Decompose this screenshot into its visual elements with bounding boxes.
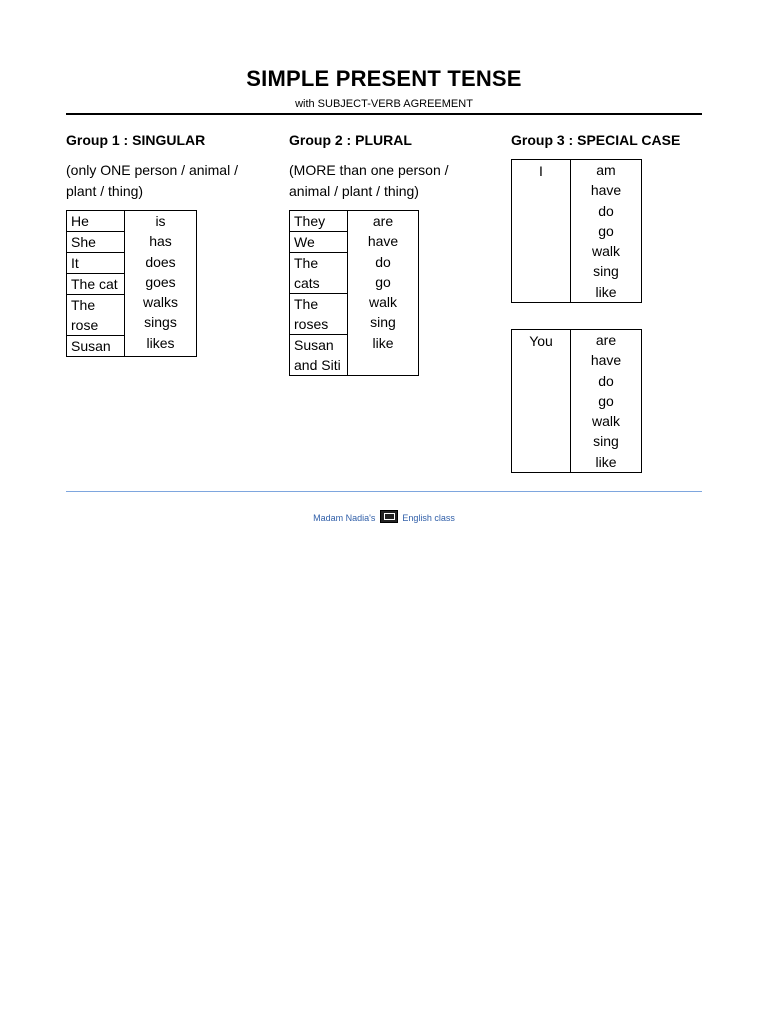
verb: does <box>145 253 176 270</box>
group3-heading: Group 3 : SPECIAL CASE <box>511 132 681 148</box>
subject-cell: The rose <box>67 295 124 336</box>
subject-cell: Susan <box>71 338 111 354</box>
footer-left-text: Madam Nadia's <box>313 513 376 523</box>
header-divider <box>66 113 702 115</box>
page-subtitle: with SUBJECT-VERB AGREEMENT <box>295 98 473 110</box>
group3-verbs <box>571 330 642 473</box>
verb: sings <box>144 314 177 331</box>
group1-verbs <box>125 211 197 357</box>
subject-cell: He <box>67 211 124 232</box>
verb: have <box>590 182 622 199</box>
verb: go <box>598 392 614 409</box>
subject-cell: It <box>67 253 124 274</box>
verb: are <box>372 213 394 229</box>
subject-cell: The cats <box>290 253 347 294</box>
footer <box>0 510 768 523</box>
tv-icon <box>380 510 398 523</box>
page-title: SIMPLE PRESENT TENSE <box>246 66 522 91</box>
subject-cell: The cat <box>67 274 124 295</box>
subject-cell: We <box>290 232 347 253</box>
verb: sing <box>593 263 619 280</box>
group2-heading: Group 2 : PLURAL <box>289 132 412 148</box>
verb: do <box>375 253 391 270</box>
verb: has <box>149 233 172 250</box>
verb: walk <box>591 243 620 260</box>
verb: are <box>595 332 617 348</box>
verb: sing <box>593 433 619 450</box>
group3-table-you <box>511 329 642 473</box>
verb: walk <box>368 294 397 311</box>
group1-table <box>66 210 197 357</box>
verb: walk <box>591 413 620 430</box>
group2-description: (MORE than one person / animal / plant / thing) <box>289 162 449 199</box>
verb: have <box>367 233 399 250</box>
verb: have <box>590 352 622 369</box>
verb: is <box>155 213 166 229</box>
verb: go <box>598 222 614 239</box>
group2-subjects <box>290 211 348 376</box>
footer-divider <box>66 491 702 492</box>
group1-heading: Group 1 : SINGULAR <box>66 132 206 148</box>
verb: am <box>596 162 616 178</box>
subject-cell: The roses <box>290 294 347 335</box>
group2-table <box>289 210 419 376</box>
subject-cell: Susan and Siti <box>294 337 341 373</box>
group3-verbs <box>571 160 642 303</box>
verb: walks <box>142 294 178 311</box>
verb: goes <box>145 273 176 290</box>
verb: like <box>372 334 394 351</box>
group1-subjects <box>67 211 125 357</box>
verb: do <box>598 372 614 389</box>
group1-description: (only ONE person / animal / plant / thing) <box>66 162 238 199</box>
verb: sing <box>370 314 396 331</box>
subject-cell: She <box>67 232 124 253</box>
verb: like <box>595 283 617 300</box>
group3-table-i <box>511 159 642 303</box>
verb: do <box>598 202 614 219</box>
group2-verbs <box>348 211 419 376</box>
footer-right-text: English class <box>402 513 455 523</box>
subject-cell: They <box>290 211 347 232</box>
verb: go <box>375 273 391 290</box>
verb: like <box>595 453 617 470</box>
subject-cell: I <box>512 160 571 303</box>
subject-cell: You <box>512 330 571 473</box>
verb: likes <box>146 334 175 351</box>
